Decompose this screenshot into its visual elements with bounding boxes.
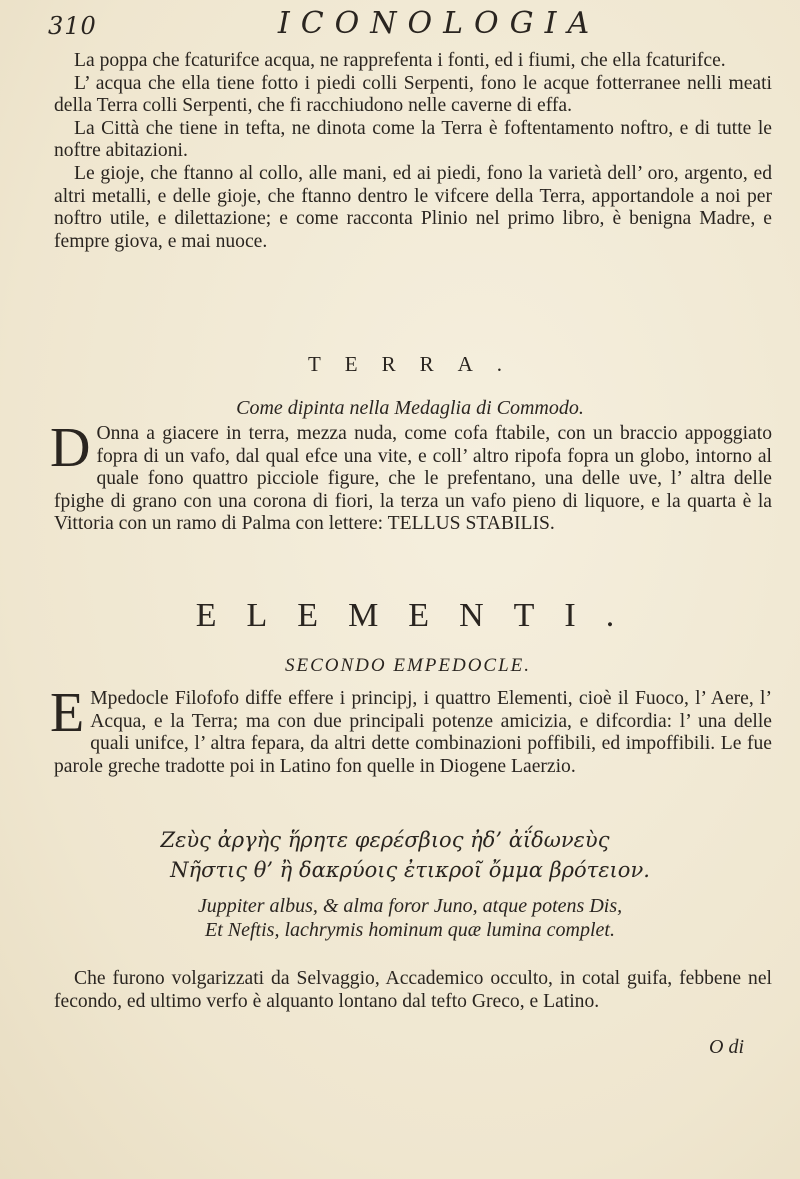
elementi-text: Mpedocle Filofofo diffe effere i principj, i quattro Elementi, cioè il Fuoco, l’ Aere, l’ Acqua, e la Terra; ma con due principali potenze amicizia, e difcordia: l’ una delle quali unifce, l’ altra fepara, da altri dette combinazioni poffibili, ed impoffibili. Le fue parole greche tradotte poi in Latino fon quelle in Diogene Laerzio. [54, 688, 772, 777]
intro-section [54, 50, 772, 253]
heading-elementi: ELEMENTI. [195, 597, 645, 634]
heading-terra: TERRA. [307, 352, 527, 376]
paragraph-acqua: L’ acqua che ella tiene fotto i piedi colli Serpenti, fono le acque fotterranee nelli meati della Terra colli Serpenti, che fi racchiudono nelle caverne di effa. [54, 72, 772, 117]
terra-description [50, 417, 772, 536]
paragraph-poppa: La poppa che fcaturifce acqua, ne rapprefenta i fonti, ed i fiumi, che ella fcaturifce. [74, 50, 726, 71]
terra-text: Onna a giacere in terra, mezza nuda, come cofa ftabile, con un braccio appoggiato fopra di un vafo, dal qual efce una vite, e coll’ altro ripofa fopra un globo, intorno al quale fono quattro picciole figure, che le prefentano, una delle uve, l’ altra delle fpighe di grano con una corona di fiori, la terza un vafo pieno di liquore, e la quarta è la Vittoria con un ramo di Palma con lettere: TELLUS STABILIS. [54, 423, 772, 535]
subheading-empedocle: SECONDO EMPEDOCLE. [284, 655, 532, 676]
dropcap-e: E [50, 682, 85, 744]
running-title: ICONOLOGIA [277, 6, 601, 41]
paragraph-citta: La Città che tiene in tefta, ne dinota come la Terra è foftentamento noftro, e di tutte le noftre abitazioni. [54, 117, 772, 162]
paragraph-gioje: Le gioje, che ftanno al collo, alle mani, ed ai piedi, fono la varietà dell’ oro, argento, ed altri metalli, e delle gioje, che ftanno dentro le vifcere della Terra, apportandole a noi per noftro utile, e dilettazione; e come racconta Plinio nel primo libro, è benigna Madre, e fempre giova, e mai nuoce. [54, 162, 772, 252]
greek-verse-2: Νῆστις θ’ ἢ δακρύοις ἐτικροῖ ὄμμα βρότειον. [170, 858, 650, 882]
page-number: 310 [48, 12, 97, 40]
catchword: O di [709, 1036, 744, 1058]
greek-verse-1: Ζεὺς ἀργὴς ἥρητε φερέσβιος ἠδ’ ἀΐδωνεὺς [160, 828, 610, 852]
elementi-description [50, 682, 772, 778]
page-header [48, 6, 760, 46]
subheading-medaglia: Come dipinta nella Medaglia di Commodo. [236, 397, 584, 419]
closing-section [54, 968, 772, 1013]
paragraph-selvaggio: Che furono volgarizzati da Selvaggio, Accademico occulto, in cotal guifa, febbene nel fecondo, ed ultimo verfo è alquanto lontano dal tefto Greco, e Latino. [54, 968, 772, 1012]
dropcap-d: D [50, 417, 91, 479]
latin-verse-1: Juppiter albus, & alma foror Juno, atque potens Dis, [197, 895, 623, 917]
latin-verse-2: Et Neftis, lachrymis hominum quæ lumina complet. [205, 919, 615, 941]
